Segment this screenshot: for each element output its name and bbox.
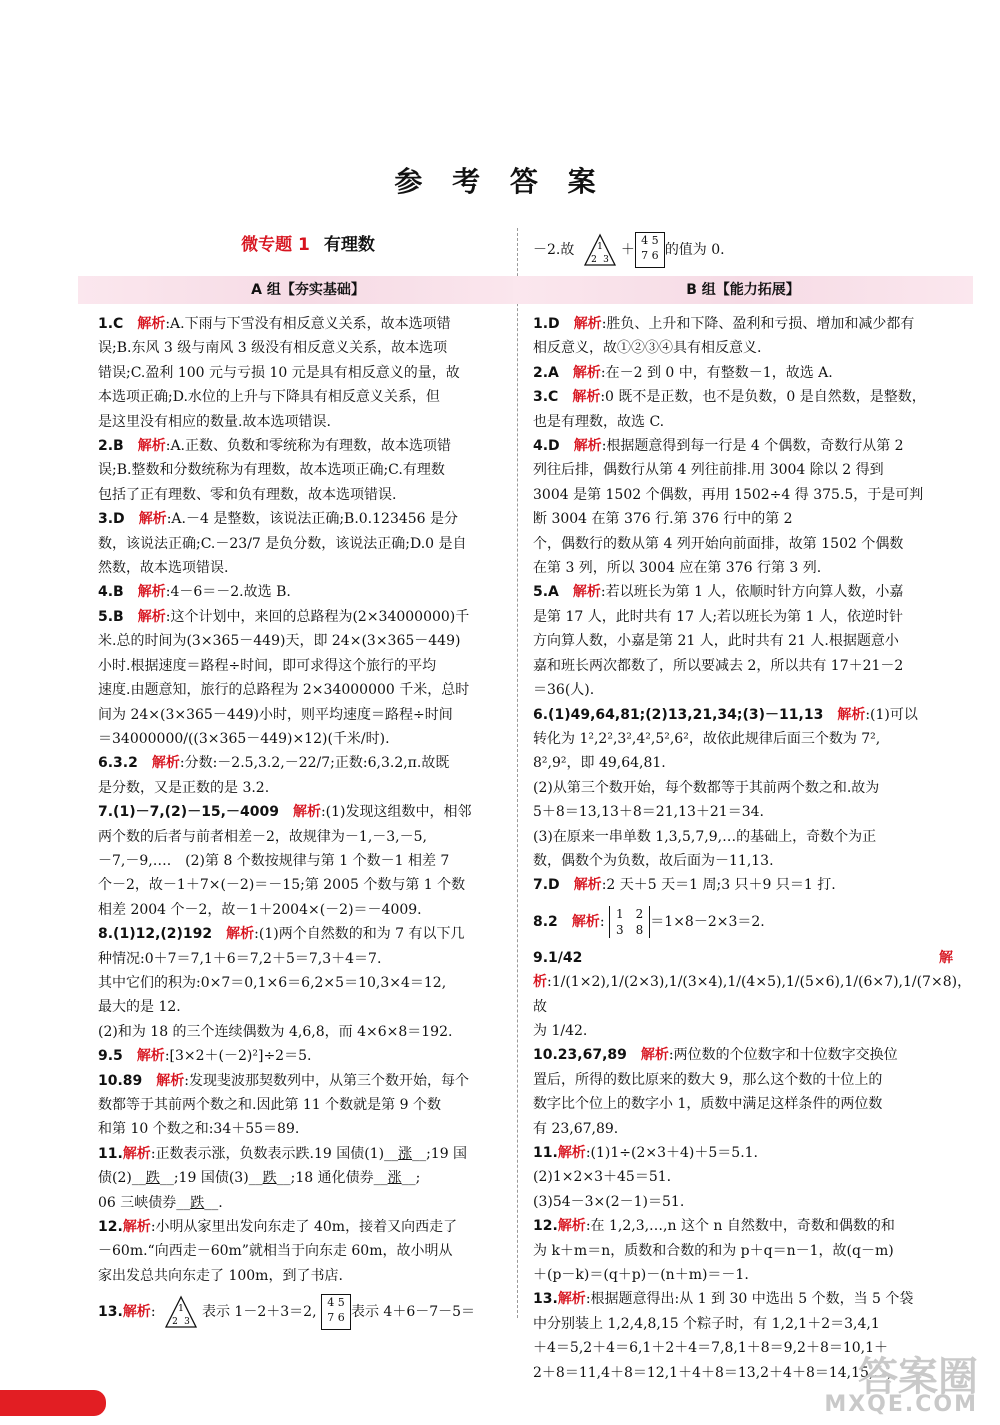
answer-a10: 10.89 解析:发现斐波那契数列中，从第三个数开始，每个 数都等于其前两个数之和.因此第 11 个数就是第 9 个数 和第 10 个数之和:34＋55＝89.	[98, 1072, 470, 1138]
svg-text:2: 2	[172, 1317, 178, 1328]
page-title: 参 考 答 案	[394, 165, 606, 198]
svg-text:3: 3	[602, 255, 609, 265]
answer-a11: 11.解析:正数表示涨，负数表示跌.19 国债(1)__涨__;19 国 债(2)__跌__;19 国债(3)__跌__;18 通化债券__涨__; 06 三峡债券__跌__.	[98, 1145, 468, 1211]
answer-b3: 3.C 解析:0 既不是正数，也不是负数，0 是自然数，是整数， 也是有理数，故选 C.	[533, 389, 926, 430]
answer-b5: 5.A 解析:若以班长为第 1 人，依顺时针方向算人数，小嘉 是第 17 人，此时共有 17 人;若以班长为第 1 人，依逆时针 方向算人数，小嘉是第 21 人，此时共有 21 人.根据题意小 嘉和班长两次都数了，所以要减去 2，所以共有 17＋21－2 ＝36(人).	[533, 584, 904, 699]
svg-text:1: 1	[596, 242, 603, 252]
svg-text:3: 3	[184, 1317, 190, 1328]
right-column	[533, 228, 972, 1385]
answer-a5: 5.B 解析:这个计划中，来回的总路程为(2×34000000)千 米.总的时间为(3×365－449)天，即 24×(3×365－449) 小时.根据速度＝路程÷时间，即可求得这个旅行的平均 速度.由题意知，旅行的总路程为 2×34000000 千米，总时 间为 24×(3×365－449)小时，则平均速度＝路程÷时间 ＝34000000/((3×365－449)×12)(千米/时).	[98, 608, 470, 747]
triangle-figure	[583, 233, 617, 267]
determinant: 1 2 3 8	[609, 906, 650, 938]
continued-line: －2.故 1 2 3 ＋4 5 7 6 的值为 0.	[533, 228, 953, 272]
topic-name: 有理数	[323, 235, 375, 255]
answer-b1: 1.D 解析:胜负、上升和下降、盈利和亏损、增加和减少都有 相反意义，故①②③④具有相反意义.	[533, 316, 915, 357]
answer-a2: 2.B 解析:A.正数、负数和零统称为有理数，故本选项错 误;B.整数和分数统称为有理数，故本选项正确;C.有理数 包括了正有理数、零和负有理数，故本选项错误.	[98, 438, 452, 503]
square-figure: 4 5 7 6	[321, 1294, 351, 1330]
watermark-url: MXQE.COM	[824, 1392, 978, 1417]
triangle-figure	[164, 1295, 198, 1329]
answer-b7: 7.D 解析:2 天＋5 天＝1 周;3 只＋9 只＝1 打.	[533, 877, 836, 894]
answer-b4: 4.D 解析:根据题意得到每一行是 4 个偶数，奇数行从第 2 列往后排，偶数行从第 4 列往前排.用 3004 除以 2 得到 3004 是第 1502 个偶数，再用 1502÷4 得 375.5，于是可判 断 3004 在第 376 行.第 376 行中的第 2 个，偶数行的数从第 4 列开始向前面排，故第 1502 个偶数 在第 3 列，所以 3004 应在第 376 行第 3 列.	[533, 438, 924, 577]
answer-a6: 6.3.2 解析:分数:－2.5,3.2,－22/7;正数:6,3.2,π.故既 是分数，又是正数的是 3.2.	[98, 755, 450, 796]
answer-b8: 8.2 解析: 1 2 3 8 ＝1×8－2×3＝2.	[533, 906, 765, 937]
answer-a8: 8.(1)12,(2)192 解析:(1)两个自然数的和为 7 有以下几 种情况:0＋7＝7,1＋6＝7,2＋5＝7,3＋4＝7. 其中它们的积为:0×7＝0,1×6＝6,2×5＝10,3×4＝12, 最大的是 12. (2)和为 18 的三个连续偶数为 4,6,8，而 4×6×8＝192.	[98, 926, 465, 1040]
answer-b6: 6.(1)49,64,81;(2)13,21,34;(3)－11,13 解析:(1)可以 转化为 1²,2²,3²,4²,5²,6²，故依此规律后面三个数为 7², 8²,9²，即 49,64,81. (2)从第三个数开始，每个数都等于其前两个数之和.故为 5＋8＝13,13＋8＝21,13＋21＝34. (3)在原来一串单数 1,3,5,7,9,…的基础上，奇数个为正 数，偶数个为负数，故后面为－11,13.	[533, 706, 918, 869]
page-corner-tab	[0, 1390, 106, 1416]
answer-b9: 9.1/42 解析:1/(1×2),1/(2×3),1/(3×4),1/(4×5),1/(5×6),1/(6×7),1/(7×8)，故 为 1/42.	[533, 949, 972, 1039]
svg-text:2: 2	[590, 255, 597, 265]
answer-a12: 12.解析:小明从家里出发向东走了 40m，接着又向西走了 －60m.“向西走－60m”就相当于向东走 60m，故小明从 家出发总共向东走了 100m，到了书店.	[98, 1219, 458, 1284]
square-figure: 4 5 7 6	[635, 232, 665, 268]
topic-heading	[98, 228, 518, 262]
answer-a1: 1.C 解析:A.下雨与下雪没有相反意义关系，故本选项错 误;B.东风 3 级与南风 3 级没有相反意义关系，故本选项 错误;C.盈利 100 元与亏损 10 元是具有相反意义的量，故 本选项正确;D.水位的上升与下降具有相反意义关系，但 是这里没有相应的数量.故本选项错误.	[98, 316, 460, 430]
answer-b13: 13.解析:根据题意得出:从 1 到 30 中选出 5 个数，当 5 个袋 中分别装上 1,2,4,8,15 个粽子时，有 1,2,1＋2＝3,4,1 ＋4＝5,2＋4＝6,1＋2＋4＝7,8,1＋8＝9,2＋8＝10,1＋ 2＋8＝11,4＋8＝12,1＋4＋8＝13,2＋4＋8＝14,15,…,	[533, 1291, 914, 1381]
left-column	[98, 228, 518, 1330]
watermark-logo: 答案圈	[858, 1354, 978, 1400]
answer-a9: 9.5 解析:[3×2＋(－2)²]÷2＝5.	[98, 1048, 312, 1065]
topic-label: 微专题 1	[241, 235, 310, 255]
answer-b11: 11.解析:(1)1÷(2×3＋4)＋5＝5.1. (2)1×2×3＋45＝51. (3)54－3×(2－1)＝51.	[533, 1145, 758, 1210]
answer-a7: 7.(1)－7,(2)－15,－4009 解析:(1)发现这组数中，相邻 两个数的后者与前者相差－2，故规律为－1,－3,－5, －7,－9,…. (2)第 8 个数按规律与第 1 个数－1 相差 7 个－2，故－1＋7×(－2)＝－15;第 2005 个数与第 1 个数 相差 2004 个－2，故－1＋2004×(－2)＝－4009.	[98, 804, 472, 918]
svg-text:1: 1	[178, 1304, 184, 1315]
answer-b12: 12.解析:在 1,2,3,…,n 这个 n 自然数中，奇数和偶数的和 为 k＋m＝n，质数和合数的和为 p＋q＝n－1，故(q－m) ＋(p－k)＝(q＋p)－(n＋m)＝－1.	[533, 1218, 895, 1284]
answer-a4: 4.B 解析:4－6＝－2.故选 B.	[98, 584, 291, 601]
group-b-banner: B 组【能力拓展】	[513, 276, 973, 304]
answer-b2: 2.A 解析:在－2 到 0 中，有整数－1，故选 A.	[533, 364, 833, 381]
answer-a3: 3.D 解析:A.－4 是整数，该说法正确;B.0.123456 是分 数，该说法正确;C.－23/7 是负分数，该说法正确;D.0 是自 然数，故本选项错误.	[98, 511, 467, 577]
answer-a13: 13.解析: 1 2 3 表示 1－2＋3＝2, 4 5 7 6 表示 4＋6－7－5＝	[98, 1294, 518, 1330]
answer-b10: 10.23,67,89 解析:两位数的个位数字和十位数字交换位 置后，所得的数比原来的数大 9，那么这个数的十位上的 数字比个位上的数字小 1，质数中满足这样条件的两位数 有 23,67,89.	[533, 1047, 898, 1137]
group-a-banner: A 组【夯实基础】	[78, 276, 538, 304]
